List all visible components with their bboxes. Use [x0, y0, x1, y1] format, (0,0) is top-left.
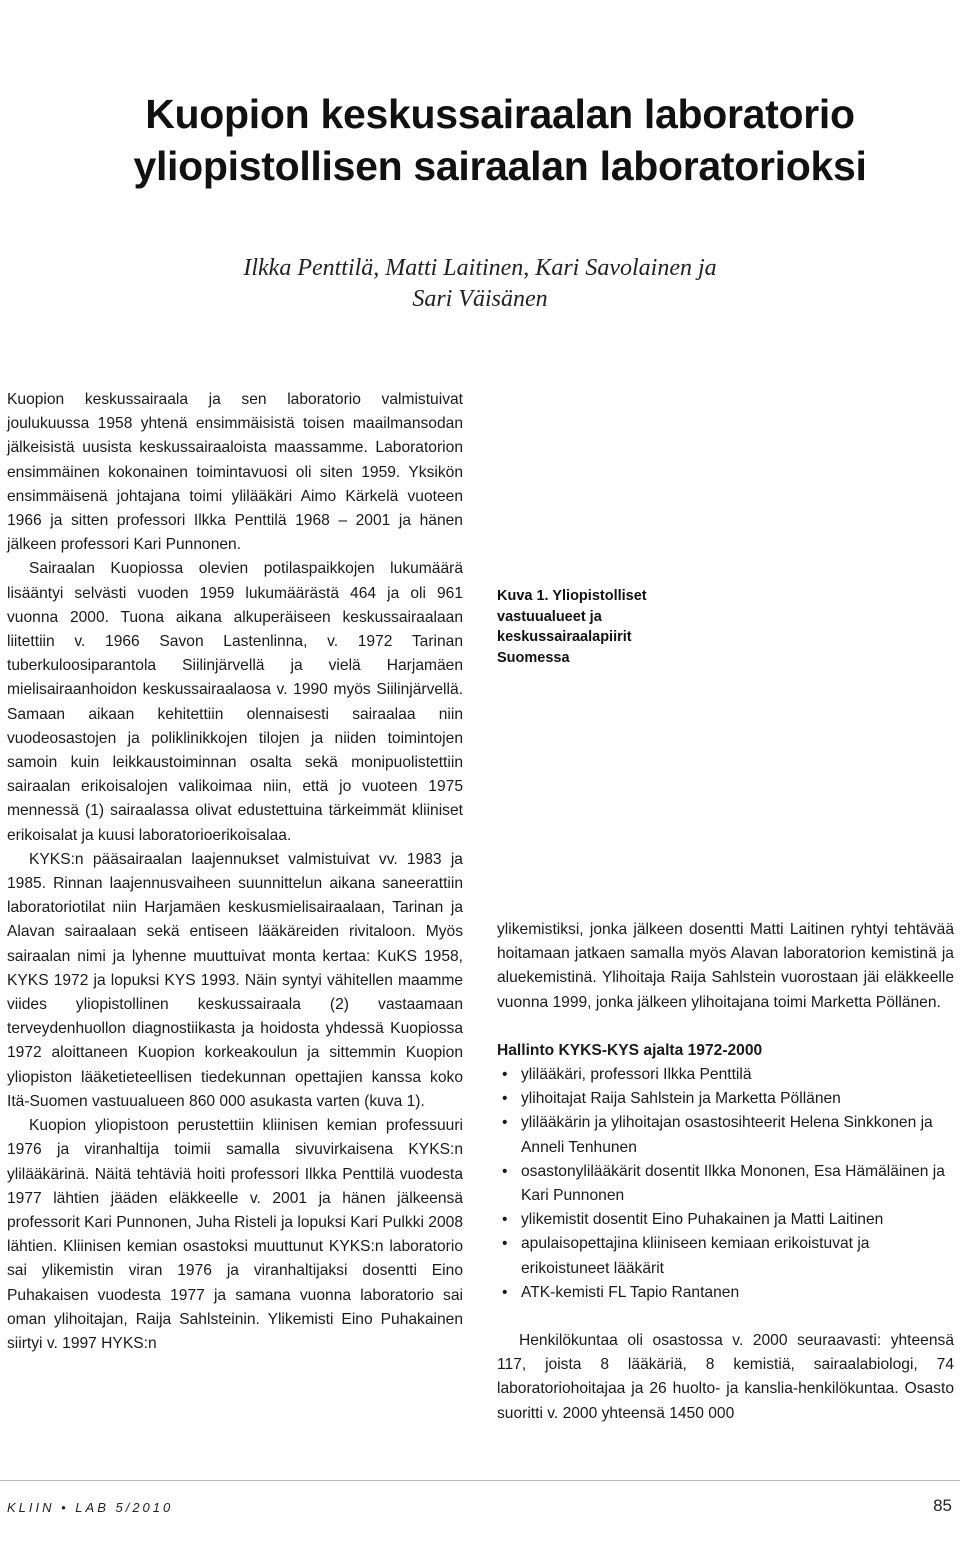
title-line-2: yliopistollisen sairaalan laboratorioksi [133, 143, 867, 189]
authors-line-1: Ilkka Penttilä, Matti Laitinen, Kari Savolainen ja [243, 255, 717, 281]
list-item: • ylilääkärin ja ylihoitajan osastosihteerit Helena Sinkkonen ja Anneli Tenhunen [497, 1111, 954, 1159]
right-column [497, 918, 954, 1426]
page-number: 85 [933, 1496, 952, 1515]
left-paragraph-3: KYKS:n pääsairaalan laajennukset valmistuivat vv. 1983 ja 1985. Rinnan laajennusvaiheen suunnittelun aikana saneerattiin laboratoriotilat niin Harjamäen keskusmielisairaalaan, Tarinan ja Alavan sairaalaan sekä entiseen lääkäreiden rivitaloon. Myös sairaalan nimi ja lyhenne muuttuivat monta kertaa: KuKS 1958, KYKS 1972 ja lopuksi KYS 1993. Näin syntyi vähitellen maamme viides yliopistollinen keskussairaala (2) vastaamaan terveydenhuollon diagnostiikasta ja hoidosta yhdessä Kuopiossa 1972 aloittaneen Kuopion korkeakoulun ja sittemmin Kuopion yliopiston lääketieteellisen tiedekunnan opettajien kanssa koko Itä-Suomen vastuualueen 860 000 asukasta varten (kuva 1). [7, 850, 463, 1110]
list-item: • ylikemistit dosentit Eino Puhakainen ja Matti Laitinen [497, 1208, 954, 1232]
footer-divider [0, 1480, 960, 1481]
left-paragraph-2: Sairaalan Kuopiossa olevien potilaspaikkojen lukumäärä lisääntyi selvästi vuoden 1959 lukumäärästä 464 ja oli 961 vuonna 2000. Tuona aikana alkuperäiseen keskussairaalaan liitettiin v. 1966 Savon Lastenlinna, v. 1972 Tarinan tuberkuloosiparantola Siilinjärvellä ja vielä Harjamäen mielisairaanhoidon keskussairaalaosa v. 1990 myös Siilinjärvellä. Samaan aikaan kehitettiin olennaisesti sairaalaa niin vuodeosastojen ja poliklinikkojen tilojen ja niiden toimintojen samoin kuin leikkaustoiminnan osalta sekä monipuolistettiin sairaalan erikoisalojen valikoimaa niin, että jo vuoteen 1975 mennessä (1) sairaalassa olivat edustettuina tärkeimmät kliiniset erikoisalat ja kuusi laboratorioerikoisalaa. [7, 560, 463, 844]
staff-paragraph: Henkilökuntaa oli osastossa v. 2000 seuraavasti: yhteensä 117, joista 8 lääkäriä, 8 kemistiä, sairaalabiologi, 74 laboratoriohoitajaa ja 26 huolto- ja kanslia-henkilökuntaa. Osasto suoritti v. 2000 yhteensä 1450 000 [497, 1332, 954, 1422]
title-line-1: Kuopion keskussairaalan laboratorio [145, 91, 855, 137]
article-title [70, 88, 930, 192]
left-column [7, 388, 463, 1356]
list-item: • ylihoitajat Raija Sahlstein ja Marketta Pöllänen [497, 1087, 954, 1111]
figure-caption: Kuva 1. Yliopistolliset vastuualueet ja keskussairaalapiirit Suomessa [497, 588, 647, 666]
list-item: • ATK-kemisti FL Tapio Rantanen [497, 1281, 954, 1305]
administration-heading: Hallinto KYKS-KYS ajalta 1972-2000 [497, 1041, 763, 1059]
list-item: • apulaisopettajina kliiniseen kemiaan erikoistuvat ja erikoistuneet lääkärit [497, 1232, 954, 1280]
administration-list [497, 1063, 954, 1305]
authors-line-2: Sari Väisänen [412, 286, 548, 312]
list-item: • osastonylilääkärit dosentit Ilkka Mononen, Esa Hämäläinen ja Kari Punnonen [497, 1160, 954, 1208]
left-paragraph-1: Kuopion keskussairaala ja sen laboratorio valmistuivat joulukuussa 1958 yhtenä ensimmäisistä toisen maailmansodan jälkeisistä uusista keskussairaaloista maassamme. Laboratorion ensimmäinen kokonainen toimintavuosi oli siten 1959. Yksikön ensimmäisenä johtajana toimi ylilääkäri Aimo Kärkelä vuoteen 1966 ja sitten professori Ilkka Penttilä 1968 – 2001 ja hänen jälkeen professori Kari Punnonen. [7, 391, 463, 554]
journal-name: KLIIN • LAB 5/2010 [7, 1500, 174, 1515]
right-intro-paragraph: ylikemistiksi, jonka jälkeen dosentti Matti Laitinen ryhtyi tehtävää hoitamaan jatkaen samalla myös Alavan laboratorion kemistinä ja aluekemistinä. Ylihoitaja Raija Sahlstein vuorostaan jäi eläkkeelle vuonna 1999, jonka jälkeen ylihoitajana toimi Marketta Pöllänen. [497, 921, 954, 1011]
list-item: • ylilääkäri, professori Ilkka Penttilä [497, 1063, 954, 1087]
left-paragraph-4: Kuopion yliopistoon perustettiin kliinisen kemian professuuri 1976 ja viranhaltija toimii samalla sivuvirkaisena KYKS:n ylilääkärinä. Näitä tehtäviä hoiti professori Ilkka Penttilä vuodesta 1977 lähtien jääden eläkkeelle v. 2001 ja hänen jälkeensä professorit Kari Punnonen, Juha Risteli ja lopuksi Kari Pulkki 2008 lähtien. Kliinisen kemian osastoksi muuttunut KYKS:n laboratorio sai ylikemistin viran 1976 ja viranhaltijaksi dosentti Eino Puhakaisen vuodesta 1977 ja samana vuonna laboratorio sai oman ylihoitajan, Raija Sahlsteinin. Ylikemisti Eino Puhakainen siirtyi v. 1997 HYKS:n [7, 1117, 463, 1352]
article-authors [180, 253, 780, 315]
